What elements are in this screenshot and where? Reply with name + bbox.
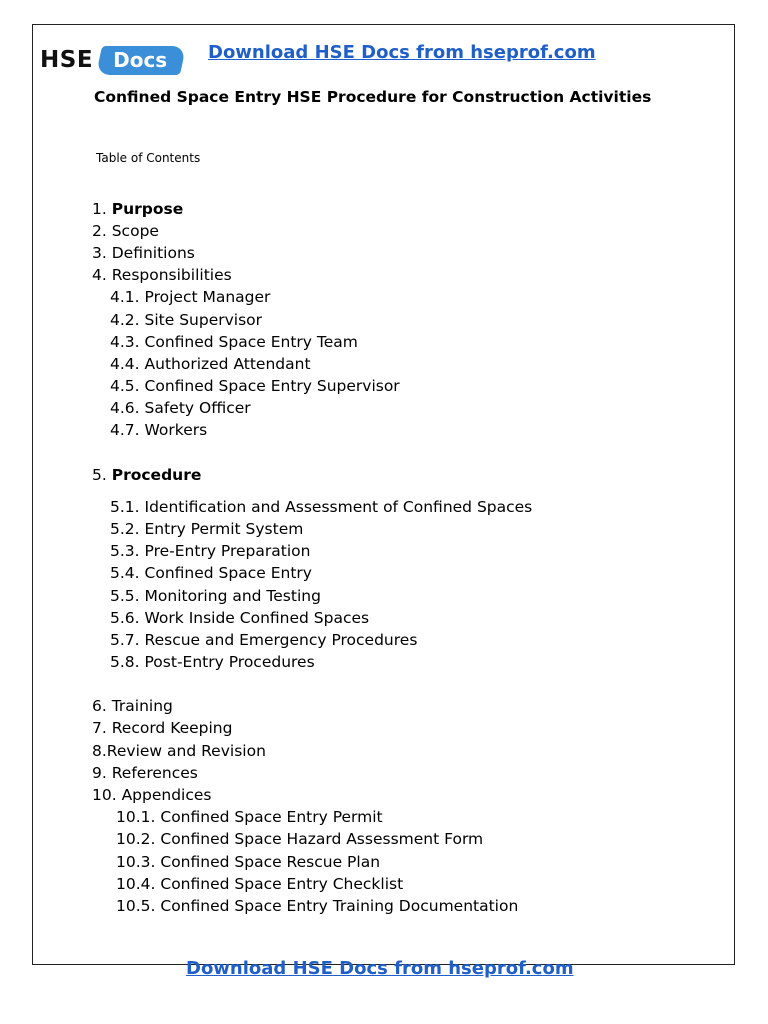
toc-item xyxy=(110,399,251,417)
toc-item-number: 4. xyxy=(92,266,112,284)
toc-item xyxy=(92,742,266,760)
toc-item xyxy=(92,222,159,240)
toc-item xyxy=(110,311,262,329)
toc-item-label: Project Manager xyxy=(144,288,271,306)
toc-item-label: Confined Space Entry Training Documentation xyxy=(160,897,519,915)
toc-item-number: 5.4. xyxy=(110,564,145,582)
toc-item-label: Pre-Entry Preparation xyxy=(144,542,311,560)
toc-item xyxy=(92,764,198,782)
toc-item-number: 5.3. xyxy=(110,542,145,560)
toc-item xyxy=(110,520,303,538)
toc-item xyxy=(92,786,212,804)
toc-item xyxy=(92,697,173,715)
toc-item-number: 4.4. xyxy=(110,355,145,373)
toc-item-number: 5.6. xyxy=(110,609,145,627)
toc-item-label: References xyxy=(111,764,198,782)
toc-item-label: Identification and Assessment of Confined Spaces xyxy=(144,498,533,516)
toc-item-number: 5.1. xyxy=(110,498,145,516)
toc-item-label: Review and Revision xyxy=(106,742,266,760)
toc-item xyxy=(110,564,312,582)
toc-item-number: 5.8. xyxy=(110,653,145,671)
toc-item-number: 4.7. xyxy=(110,421,145,439)
toc-item xyxy=(110,587,321,605)
toc-item-number: 5. xyxy=(92,466,112,484)
toc-item-label: Responsibilities xyxy=(111,266,232,284)
toc-item xyxy=(110,631,417,649)
toc-item-label: Workers xyxy=(144,421,208,439)
logo-docs-text: Docs xyxy=(113,47,168,72)
toc-item xyxy=(110,377,400,395)
toc-item-label: Procedure xyxy=(111,466,202,484)
toc-item xyxy=(116,830,483,848)
toc-item-number: 4.1. xyxy=(110,288,145,306)
toc-item-label: Confined Space Entry Team xyxy=(144,333,358,351)
toc-item-label: Authorized Attendant xyxy=(144,355,311,373)
toc-item-number: 5.2. xyxy=(110,520,145,538)
toc-item-label: Confined Space Rescue Plan xyxy=(160,853,381,871)
toc-item-label: Monitoring and Testing xyxy=(144,587,321,605)
toc-item-number: 2. xyxy=(92,222,112,240)
hse-docs-logo xyxy=(40,44,183,76)
toc-item-label: Purpose xyxy=(111,200,184,218)
toc-item-label: Scope xyxy=(111,222,159,240)
toc-item-label: Rescue and Emergency Procedures xyxy=(144,631,418,649)
toc-item-number: 4.3. xyxy=(110,333,145,351)
toc-item-number: 6. xyxy=(92,697,112,715)
toc-item xyxy=(110,653,315,671)
document-title: Confined Space Entry HSE Procedure for Construction Activities xyxy=(94,88,652,106)
toc-item-number: 10.1. xyxy=(116,808,161,826)
toc-item-label: Confined Space Entry Checklist xyxy=(160,875,404,893)
toc-item xyxy=(116,853,380,871)
toc-item xyxy=(92,719,232,737)
toc-item xyxy=(92,466,201,484)
toc-item-label: Safety Officer xyxy=(144,399,251,417)
toc-item xyxy=(92,244,195,262)
download-link-top[interactable]: Download HSE Docs from hseprof.com xyxy=(208,42,596,63)
toc-item-label: Record Keeping xyxy=(111,719,233,737)
toc-item xyxy=(110,609,369,627)
toc-item xyxy=(110,542,310,560)
toc-item xyxy=(116,808,383,826)
toc-item xyxy=(110,421,207,439)
toc-item-number: 9. xyxy=(92,764,112,782)
toc-item-number: 1. xyxy=(92,200,112,218)
toc-item-label: Post-Entry Procedures xyxy=(144,653,315,671)
toc-item xyxy=(110,288,270,306)
toc-item-number: 3. xyxy=(92,244,112,262)
toc-heading: Table of Contents xyxy=(96,151,201,165)
toc-item-label: Work Inside Confined Spaces xyxy=(144,609,370,627)
toc-item xyxy=(110,355,311,373)
toc-item-number: 4.2. xyxy=(110,311,145,329)
logo-hse-text: HSE xyxy=(40,47,94,73)
toc-item-label: Confined Space Entry Supervisor xyxy=(144,377,400,395)
toc-item-label: Definitions xyxy=(111,244,195,262)
toc-item xyxy=(116,897,518,915)
toc-item-label: Confined Space Entry Permit xyxy=(160,808,383,826)
toc-item-number: 5.7. xyxy=(110,631,145,649)
toc-item xyxy=(110,498,532,516)
toc-item-number: 10.2. xyxy=(116,830,161,848)
toc-item xyxy=(116,875,403,893)
toc-item-number: 10.4. xyxy=(116,875,161,893)
toc-item-number: 10. xyxy=(92,786,122,804)
toc-item-label: Training xyxy=(111,697,173,715)
logo-docs-badge xyxy=(96,46,186,75)
toc-item-label: Site Supervisor xyxy=(144,311,263,329)
toc-item-label: Confined Space Entry xyxy=(144,564,312,582)
download-link-bottom[interactable]: Download HSE Docs from hseprof.com xyxy=(186,958,574,979)
toc-item xyxy=(92,266,232,284)
toc-item-number: 7. xyxy=(92,719,112,737)
toc-item-number: 10.5. xyxy=(116,897,161,915)
toc-item-label: Appendices xyxy=(121,786,212,804)
toc-item-label: Entry Permit System xyxy=(144,520,304,538)
toc-item-number: 4.5. xyxy=(110,377,145,395)
toc-item-number: 4.6. xyxy=(110,399,145,417)
toc-item xyxy=(110,333,358,351)
toc-item-number: 8. xyxy=(92,742,107,760)
toc-item xyxy=(92,200,183,218)
toc-item-label: Confined Space Hazard Assessment Form xyxy=(160,830,484,848)
toc-item-number: 10.3. xyxy=(116,853,161,871)
toc-item-number: 5.5. xyxy=(110,587,145,605)
